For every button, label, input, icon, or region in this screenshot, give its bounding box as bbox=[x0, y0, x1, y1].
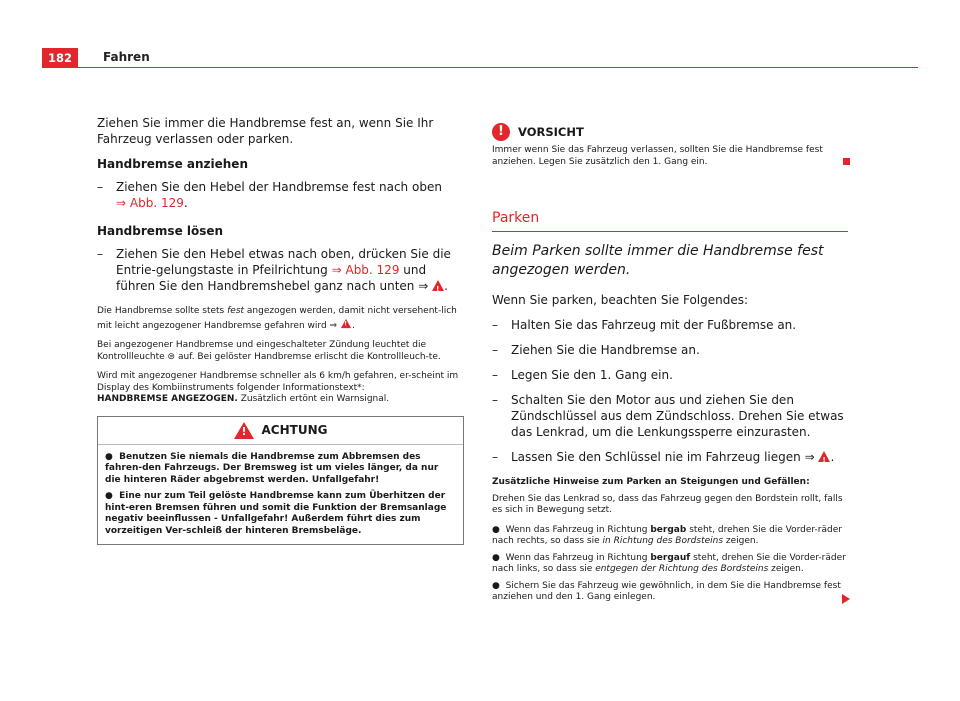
heading-loesen: Handbremse lösen bbox=[97, 224, 224, 238]
bullet-marker: ● bbox=[105, 451, 113, 462]
list-item-text: Ziehen Sie den Hebel etwas nach oben, drücken Sie die Entrie-gelungstaste in Pfeilrichtung bbox=[116, 247, 451, 277]
heading-hinweise: Zusätzliche Hinweise zum Parken an Steigungen und Gefällen: bbox=[492, 477, 810, 487]
bullet-text: Eine nur zum Teil gelöste Handbremse kann zum Überhitzen der hint-eren Bremsen führen und somit die Funktion der Bremsanlage negativ beeinflussen - Unfallgefahr! Außerdem führt dies zum vorzeitigen Ver-schleiß der hinteren Bremsbeläge. bbox=[105, 491, 447, 536]
text-span: zeigen. bbox=[771, 564, 804, 574]
bold-term: bergauf bbox=[650, 552, 691, 563]
achtung-title: ACHTUNG bbox=[261, 423, 328, 437]
list-item-text: Legen Sie den 1. Gang ein. bbox=[511, 368, 673, 382]
continue-arrow-icon bbox=[842, 594, 850, 604]
dash-marker: – bbox=[492, 450, 498, 464]
heading-anziehen: Handbremse anziehen bbox=[97, 157, 248, 171]
list-item bbox=[492, 367, 848, 383]
text-span: Zusätzlich ertönt ein Warnsignal. bbox=[240, 394, 390, 404]
list-item-text: und führen Sie den Handbremshebel ganz nach unten ⇒ bbox=[116, 263, 429, 293]
header-rule bbox=[42, 67, 918, 68]
achtung-header bbox=[98, 417, 463, 445]
parking-brake-warning-light-icon: ⊜ bbox=[167, 351, 176, 362]
bullet-marker: ● bbox=[105, 491, 113, 501]
achtung-body bbox=[98, 445, 463, 545]
figure-link[interactable]: ⇒ Abb. 129 bbox=[331, 263, 400, 277]
bullet-item bbox=[105, 452, 454, 487]
list-item-text: Schalten Sie den Motor aus und ziehen Sie den Zündschlüssel aus dem Zündschloss. Drehen Sie etwas das Lenkrad, um die Lenkungssperre einzurasten. bbox=[511, 393, 844, 439]
dash-marker: – bbox=[97, 247, 103, 261]
warning-triangle-icon[interactable] bbox=[341, 318, 351, 327]
section-heading-parken: Parken bbox=[492, 210, 540, 226]
parken-intro: Wenn Sie parken, beachten Sie Folgendes: bbox=[492, 293, 749, 307]
info-paragraph bbox=[97, 340, 464, 363]
bullet-text: Benutzen Sie niemals die Handbremse zum Abbremsen des fahren-den Fahrzeugs. Der Bremsweg ist um vieles länger, da nur die hinteren Räder abgebremst werden. Unfallgefahr! bbox=[105, 451, 439, 485]
section-title-header: Fahren bbox=[103, 50, 150, 64]
emphasis: in Richtung des Bordsteins bbox=[602, 536, 724, 546]
list-item bbox=[492, 449, 848, 465]
list-item-text: Ziehen Sie den Hebel der Handbremse fest nach oben bbox=[116, 180, 442, 194]
dash-marker: – bbox=[492, 393, 498, 407]
bold-term: bergab bbox=[650, 524, 687, 535]
list-item bbox=[492, 342, 848, 358]
right-column bbox=[492, 122, 848, 604]
text-span: . bbox=[351, 320, 355, 331]
bullet-marker: ● bbox=[492, 524, 500, 535]
warning-triangle-icon bbox=[234, 422, 254, 439]
dash-marker: – bbox=[97, 180, 103, 194]
bullet-item bbox=[492, 525, 848, 548]
list-item bbox=[492, 392, 848, 440]
bullet-marker: ● bbox=[492, 552, 500, 563]
figure-link[interactable]: ⇒ Abb. 129 bbox=[116, 196, 184, 210]
list-item-end: . bbox=[444, 279, 448, 293]
emphasis: fest bbox=[227, 306, 245, 316]
text-span: Wenn das Fahrzeug in Richtung bbox=[505, 524, 648, 535]
text-span: Wird mit angezogener Handbremse schneller als 6 km/h gefahren, er-scheint im Display des Kombiinstruments folgender Informationstext*: bbox=[97, 371, 459, 393]
text-span: zeigen. bbox=[725, 536, 759, 546]
list-item-end: . bbox=[830, 450, 835, 464]
warning-triangle-icon[interactable] bbox=[818, 451, 830, 462]
emphasis: entgegen der Richtung des Bordsteins bbox=[595, 564, 769, 574]
list-item bbox=[492, 317, 848, 333]
vorsicht-text: Immer wenn Sie das Fahrzeug verlassen, sollten Sie die Handbremse fest anziehen. Legen Sie zusätzlich den 1. Gang ein. bbox=[492, 145, 823, 167]
achtung-warning-box bbox=[97, 416, 464, 546]
page-number: 182 bbox=[42, 48, 78, 68]
text-span: Bei angezogener Handbremse und eingeschalteter Zündung leuchtet die Kontrollleuchte bbox=[97, 340, 427, 362]
lead-text: Beim Parken sollte immer die Handbremse fest angezogen werden. bbox=[492, 243, 824, 278]
dash-marker: – bbox=[492, 343, 498, 357]
bullet-item bbox=[105, 491, 454, 537]
bullet-item bbox=[492, 553, 848, 576]
list-item-text: Ziehen Sie die Handbremse an. bbox=[511, 343, 700, 357]
list-item bbox=[97, 246, 464, 294]
text-span: steht, drehen Sie die Vorder-räder nach rechts, so dass sie bbox=[492, 524, 842, 546]
list-item bbox=[97, 179, 464, 211]
list-item-end: . bbox=[183, 196, 188, 210]
section-end-marker bbox=[843, 158, 850, 165]
warning-triangle-icon[interactable] bbox=[432, 280, 444, 291]
text-span: angezogen werden, damit nicht versehent-lich mit leicht angezogener Handbremse gefahren wird ⇒ bbox=[97, 306, 457, 331]
info-paragraph bbox=[97, 371, 464, 406]
info-paragraph bbox=[97, 306, 464, 332]
dash-marker: – bbox=[492, 318, 498, 332]
list-item-text: Lassen Sie den Schlüssel nie im Fahrzeug liegen ⇒ bbox=[511, 450, 815, 464]
dash-marker: – bbox=[492, 368, 498, 382]
list-item-text: Halten Sie das Fahrzeug mit der Fußbremse an. bbox=[511, 318, 797, 332]
text-span: Sichern Sie das Fahrzeug wie gewöhnlich, in dem Sie die Handbremse fest anziehen und den 1. Gang einlegen. bbox=[492, 580, 841, 602]
text-span: auf. Bei gelöster Handbremse erlischt die Kontrollleuch-te. bbox=[177, 351, 441, 362]
text-span: Die Handbremse sollte stets bbox=[97, 306, 225, 316]
section-rule bbox=[492, 231, 848, 232]
parken-heading-block bbox=[492, 210, 848, 232]
left-column bbox=[97, 115, 464, 545]
bullet-marker: ● bbox=[492, 580, 500, 591]
vorsicht-title: VORSICHT bbox=[518, 125, 584, 139]
display-message: HANDBREMSE ANGEZOGEN. bbox=[97, 394, 238, 404]
bullet-item bbox=[492, 581, 848, 604]
intro-paragraph: Ziehen Sie immer die Handbremse fest an, wenn Sie Ihr Fahrzeug verlassen oder parken. bbox=[97, 116, 434, 146]
text-span: Wenn das Fahrzeug in Richtung bbox=[505, 552, 648, 563]
text-span: steht, drehen Sie die Vorder-räder nach links, so dass sie bbox=[492, 552, 846, 574]
vorsicht-header bbox=[492, 122, 848, 142]
hinweise-paragraph: Drehen Sie das Lenkrad so, dass das Fahrzeug gegen den Bordstein rollt, falls es sich in Bewegung setzt. bbox=[492, 493, 843, 515]
caution-exclamation-icon: ! bbox=[492, 123, 510, 141]
